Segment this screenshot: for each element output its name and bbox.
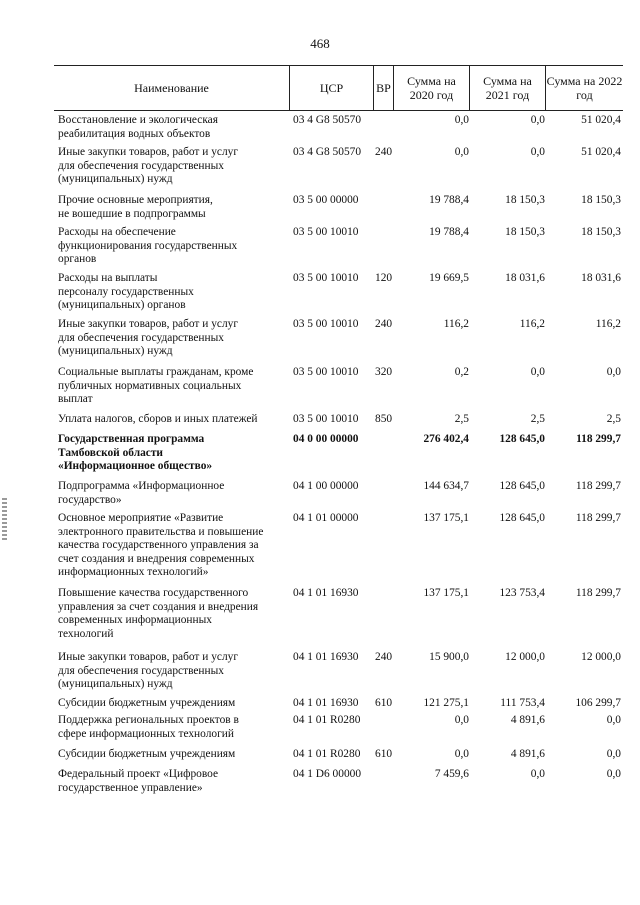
cell-sum-2020: 19 788,4 (429, 194, 469, 206)
cell-csr: 04 1 D6 00000 (293, 768, 362, 780)
cell-csr: 03 5 00 10010 (293, 366, 359, 378)
cell-sum-2021: 18 031,6 (505, 272, 545, 284)
cell-sum-2020: 137 175,1 (423, 512, 469, 524)
cell-sum-2021: 4 891,6 (510, 748, 545, 760)
cell-csr: 03 4 G8 50570 (293, 114, 362, 126)
cell-name: Иные закупки товаров, работ и услуг для обеспечения государственных (муниципальных) нужд (58, 146, 239, 185)
cell-sum-2020: 7 459,6 (434, 768, 469, 780)
cell-vr: 120 (375, 272, 393, 284)
cell-sum-2021: 128 645,0 (499, 480, 545, 492)
cell-name: Повышение качества государственного управления за счет создания и внедрения современных информационных технологий (58, 587, 259, 640)
cell-name: Подпрограмма «Информационное государство» (58, 480, 225, 506)
table-header (54, 65, 623, 111)
cell-sum-2020: 276 402,4 (423, 433, 469, 445)
cell-name: Уплата налогов, сборов и иных платежей (58, 413, 258, 425)
cell-sum-2022: 51 020,4 (581, 146, 621, 158)
cell-sum-2021: 0,0 (530, 366, 545, 378)
cell-csr: 04 1 01 00000 (293, 512, 359, 524)
cell-sum-2022: 18 150,3 (581, 226, 621, 238)
cell-name: Субсидии бюджетным учреждениям (58, 748, 236, 760)
cell-sum-2020: 19 669,5 (429, 272, 469, 284)
cell-sum-2022: 51 020,4 (581, 114, 621, 126)
cell-vr: 610 (375, 697, 393, 709)
cell-sum-2022: 0,0 (606, 366, 621, 378)
cell-sum-2022: 118 299,7 (575, 587, 621, 599)
cell-sum-2020: 0,0 (454, 714, 469, 726)
cell-sum-2021: 0,0 (530, 768, 545, 780)
cell-sum-2021: 111 753,4 (500, 697, 545, 709)
cell-name: Восстановление и экологическая реабилитация водных объектов (58, 114, 218, 140)
cell-csr: 03 5 00 10010 (293, 272, 359, 284)
cell-sum-2022: 116,2 (595, 318, 621, 330)
cell-csr: 04 1 01 16930 (293, 697, 359, 709)
cell-sum-2021: 4 891,6 (510, 714, 545, 726)
cell-sum-2022: 18 031,6 (581, 272, 621, 284)
cell-sum-2022: 0,0 (606, 748, 621, 760)
cell-csr: 03 5 00 10010 (293, 413, 359, 425)
cell-name: Иные закупки товаров, работ и услуг для обеспечения государственных (муниципальных) нужд (58, 651, 239, 690)
cell-name: Поддержка региональных проектов в сфере информационных технологий (58, 714, 239, 740)
cell-sum-2022: 18 150,3 (581, 194, 621, 206)
cell-csr: 04 1 01 R0280 (293, 748, 361, 760)
header-name: Наименование (134, 81, 209, 95)
cell-sum-2020: 144 634,7 (423, 480, 469, 492)
cell-vr: 240 (375, 318, 393, 330)
header-vr: ВР (373, 66, 393, 110)
cell-sum-2021: 12 000,0 (505, 651, 545, 663)
cell-sum-2022: 118 299,7 (576, 433, 621, 445)
header-sum-2021: Сумма на 2021 год (469, 66, 545, 110)
cell-sum-2021: 0,0 (530, 114, 545, 126)
cell-name: Расходы на выплаты персоналу государственных (муниципальных) органов (58, 272, 194, 311)
cell-csr: 04 1 01 R0280 (293, 714, 361, 726)
cell-sum-2020: 15 900,0 (429, 651, 469, 663)
page-number: 468 (310, 36, 330, 51)
cell-name: Социальные выплаты гражданам, кроме публичных нормативных социальных выплат (58, 366, 254, 405)
cell-sum-2021: 18 150,3 (505, 226, 545, 238)
cell-csr: 04 0 00 00000 (293, 433, 359, 445)
cell-csr: 03 5 00 00000 (293, 194, 359, 206)
cell-name: Иные закупки товаров, работ и услуг для обеспечения государственных (муниципальных) нужд (58, 318, 239, 357)
header-csr: ЦСР (289, 66, 373, 110)
cell-csr: 04 1 00 00000 (293, 480, 359, 492)
cell-sum-2020: 0,2 (454, 366, 469, 378)
cell-vr: 850 (375, 413, 393, 425)
scan-margin-mark (2, 498, 7, 542)
cell-name: Субсидии бюджетным учреждениям (58, 697, 236, 709)
cell-sum-2020: 0,0 (454, 146, 469, 158)
cell-name: Расходы на обеспечение функционирования государственных органов (58, 226, 238, 265)
cell-sum-2022: 0,0 (606, 714, 621, 726)
cell-vr: 320 (375, 366, 393, 378)
header-sum-2022: Сумма на 2022 год (545, 66, 623, 110)
cell-sum-2021: 2,5 (530, 413, 545, 425)
cell-csr: 04 1 01 16930 (293, 651, 359, 663)
cell-sum-2022: 106 299,7 (575, 697, 621, 709)
cell-sum-2021: 128 645,0 (499, 433, 545, 445)
cell-vr: 610 (375, 748, 393, 760)
cell-csr: 03 5 00 10010 (293, 226, 359, 238)
cell-sum-2022: 118 299,7 (575, 512, 621, 524)
cell-sum-2020: 116,2 (443, 318, 469, 330)
cell-sum-2021: 18 150,3 (505, 194, 545, 206)
cell-sum-2022: 118 299,7 (575, 480, 621, 492)
cell-sum-2020: 2,5 (454, 413, 469, 425)
cell-sum-2021: 0,0 (530, 146, 545, 158)
cell-sum-2021: 116,2 (519, 318, 545, 330)
cell-csr: 03 4 G8 50570 (293, 146, 362, 158)
cell-sum-2020: 0,0 (454, 114, 469, 126)
cell-name: Прочие основные мероприятия, не вошедшие в подпрограммы (58, 194, 213, 220)
cell-sum-2021: 123 753,4 (499, 587, 545, 599)
cell-csr: 03 5 00 10010 (293, 318, 359, 330)
cell-vr: 240 (375, 146, 393, 158)
cell-sum-2020: 19 788,4 (429, 226, 469, 238)
cell-sum-2020: 121 275,1 (423, 697, 469, 709)
cell-sum-2022: 0,0 (606, 768, 621, 780)
cell-sum-2022: 12 000,0 (581, 651, 621, 663)
cell-sum-2022: 2,5 (606, 413, 621, 425)
cell-sum-2020: 137 175,1 (423, 587, 469, 599)
header-sum-2020: Сумма на 2020 год (393, 66, 469, 110)
cell-sum-2021: 128 645,0 (499, 512, 545, 524)
cell-csr: 04 1 01 16930 (293, 587, 359, 599)
cell-sum-2020: 0,0 (454, 748, 469, 760)
cell-name: Основное мероприятие «Развитие электронного правительства и повышение качества государственного управления за счет создания и внедрения современных информационных технологий» (58, 512, 264, 578)
cell-name: Государственная программа Тамбовской области «Информационное общество» (58, 433, 213, 472)
cell-vr: 240 (375, 651, 393, 663)
cell-name: Федеральный проект «Цифровое государственное управление» (58, 768, 219, 794)
